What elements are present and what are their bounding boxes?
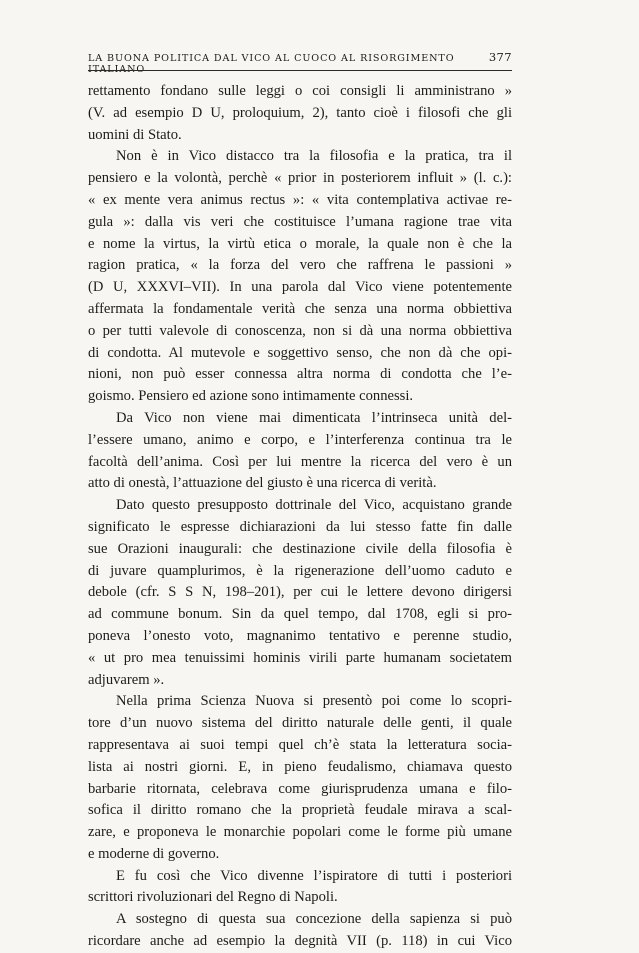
text-line: Da Vico non viene mai dimenticata l’intrinseca unità del- (116, 409, 512, 426)
text-line: « ex mente vera animus rectus »: « vita contemplativa activae re- (88, 191, 512, 208)
text-line: sofica il diritto romano che la proprietà feudale mirava a scal- (88, 802, 512, 819)
text-line: significato le espresse dichiarazioni da lui stesso fatte fin dalle (88, 518, 512, 535)
text-line: scrittori rivoluzionari del Regno di Napoli. (88, 889, 338, 906)
text-line: rettamento fondano sulle leggi o coi consigli li amministrano » (88, 83, 512, 99)
text-line: nioni, non può esser connessa altra norma di condotta che l’e- (88, 366, 512, 383)
text-line: Non è in Vico distacco tra la filosofia e la pratica, tra il (116, 148, 512, 165)
text-line: (D U, XXXVI–VII). In una parola dal Vico viene potentemente (88, 279, 512, 296)
text-line: sue Orazioni inaugurali: che destinazione civile della filosofia è (88, 540, 512, 557)
text-line: adjuvarem ». (88, 671, 165, 688)
running-header (88, 50, 512, 75)
text-line: E fu così che Vico divenne l’ispiratore di tutti i posteriori (116, 867, 512, 884)
text-line: goismo. Pensiero ed azione sono intimamente connessi. (88, 388, 414, 405)
header-rule (88, 70, 512, 71)
text-line: (V. ad esempio D U, proloquium, 2), tanto cioè i filosofi che gli (88, 104, 512, 121)
text-line: pensiero e la volontà, perchè « prior in posteriorem influit » (l. c.): (88, 170, 512, 187)
text-line: debole (cfr. S S N, 198–201), per cui le lettere devono dirigersi (88, 584, 512, 601)
text-line: o per tutti valevole di conoscenza, non si dà una norma obbiettiva (88, 322, 512, 339)
text-line: lista ai nostri giorni. E, in pieno feudalismo, chiamava questo (88, 758, 512, 775)
text-line: zare, e proponeva le monarchie popolari come le forme più umane (88, 824, 512, 841)
text-line: ad commune bonum. Sin da quel tempo, dal 1708, egli si pro- (88, 606, 512, 623)
text-line: di juvare quamplurimos, è la rigenerazione dell’uomo caduto e (88, 562, 512, 579)
body-text (88, 81, 512, 953)
text-line: ragion pratica, « la forza del vero che raffrena le passioni » (88, 257, 512, 274)
text-line: affermata la fondamentale verità che senza una norma obbiettiva (88, 300, 512, 317)
text-line: atto di onestà, l’attuazione del giusto è una ricerca di verità. (88, 475, 437, 492)
text-line: facoltà dell’anima. Così per lui mentre la ricerca del vero è un (88, 453, 512, 470)
text-line: A sostegno di questa sua concezione della sapienza si può (116, 911, 512, 928)
text-line: barbarie ritornata, celebrava come giurisprudenza umana e filo- (88, 780, 512, 797)
text-line: l’essere umano, animo e corpo, e l’interferenza continua tra le (88, 431, 512, 448)
running-title: LA BUONA POLITICA DAL VICO AL CUOCO AL RISORGIMENTO ITALIANO (88, 53, 455, 75)
text-line: e moderne di governo. (88, 845, 220, 862)
page-number: 377 (488, 50, 512, 64)
text-line: e nome la virtus, la virtù etica o morale, la quale non è che la (88, 235, 512, 252)
text-line: di condotta. Al mutevole e soggettivo senso, che non dà che opi- (88, 344, 512, 361)
text-line: Dato questo presupposto dottrinale del Vico, acquistano grande (116, 497, 512, 514)
text-line: uomini di Stato. (88, 126, 182, 143)
text-line: Nella prima Scienza Nuova si presentò poi come lo scopri- (116, 693, 512, 710)
text-line: gula »: dalla vis veri che costituisce l’umana ragione trae vita (88, 213, 512, 230)
text-line: « ut pro mea tenuissimi hominis virili parte humanam societatem (88, 649, 512, 666)
text-line: ricordare anche ad esempio la degnità VII (p. 118) in cui Vico (88, 933, 512, 950)
text-line: rappresentava ai suoi tempi quel ch’è stata la letteratura socia- (88, 736, 512, 753)
text-line: tore d’un nuovo sistema del diritto naturale delle genti, il quale (88, 715, 512, 732)
text-line: poneva l’onesto voto, magnanimo tentativo e perenne studio, (88, 627, 512, 644)
